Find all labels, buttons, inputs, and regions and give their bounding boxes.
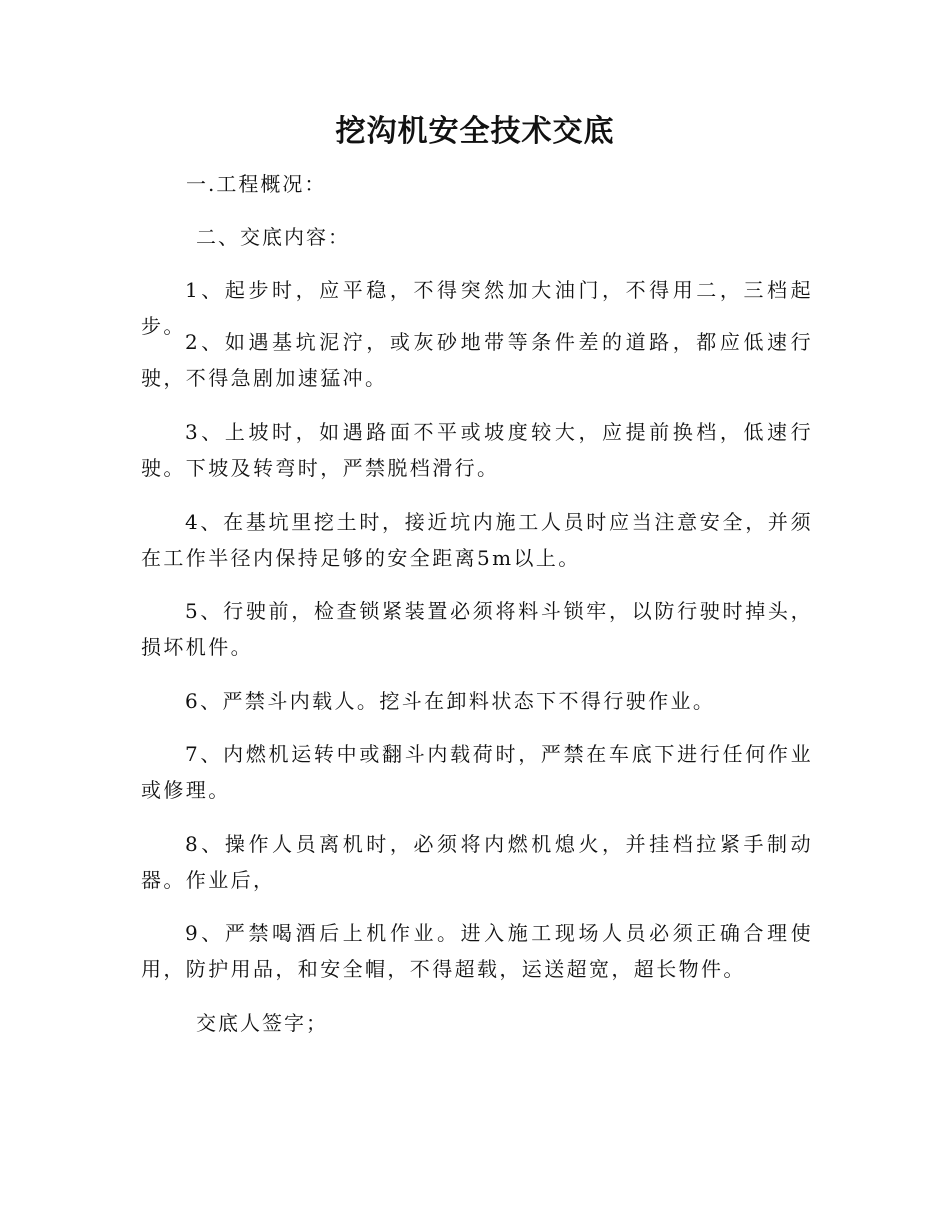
section-content-heading: 二、交底内容：: [196, 225, 350, 249]
list-item: 8、操作人员离机时，必须将内燃机熄火，并挂档拉紧手制动器。作业后，: [141, 832, 813, 892]
section-overview-heading: 一.工程概况：: [186, 172, 327, 196]
list-item: 3、上坡时，如遇路面不平或坡度较大，应提前换档，低速行驶。下坡及转弯时，严禁脱档滑行。: [141, 420, 813, 480]
list-item: 2、如遇基坑泥泞，或灰砂地带等条件差的道路，都应低速行驶，不得急剧加速猛冲。: [141, 330, 813, 390]
signature-label: 交底人签字；: [196, 1011, 328, 1035]
document-title: 挖沟机安全技术交底: [335, 114, 615, 149]
list-item: 4、在基坑里挖土时，接近坑内施工人员时应当注意安全，并须在工作半径内保持足够的安全距离5m以上。: [141, 510, 813, 570]
list-item: 9、严禁喝酒后上机作业。进入施工现场人员必须正确合理使用，防护用品，和安全帽，不得超载，运送超宽，超长物件。: [141, 921, 813, 981]
list-item: 7、内燃机运转中或翻斗内载荷时，严禁在车底下进行任何作业或修理。: [141, 742, 813, 802]
list-item: 5、行驶前，检查锁紧装置必须将料斗锁牢，以防行驶时掉头，损坏机件。: [141, 599, 813, 659]
list-item: 1、起步时，应平稳，不得突然加大油门，不得用二，三档起步。: [141, 278, 813, 338]
list-item: 6、严禁斗内载人。挖斗在卸料状态下不得行驶作业。: [185, 689, 716, 713]
